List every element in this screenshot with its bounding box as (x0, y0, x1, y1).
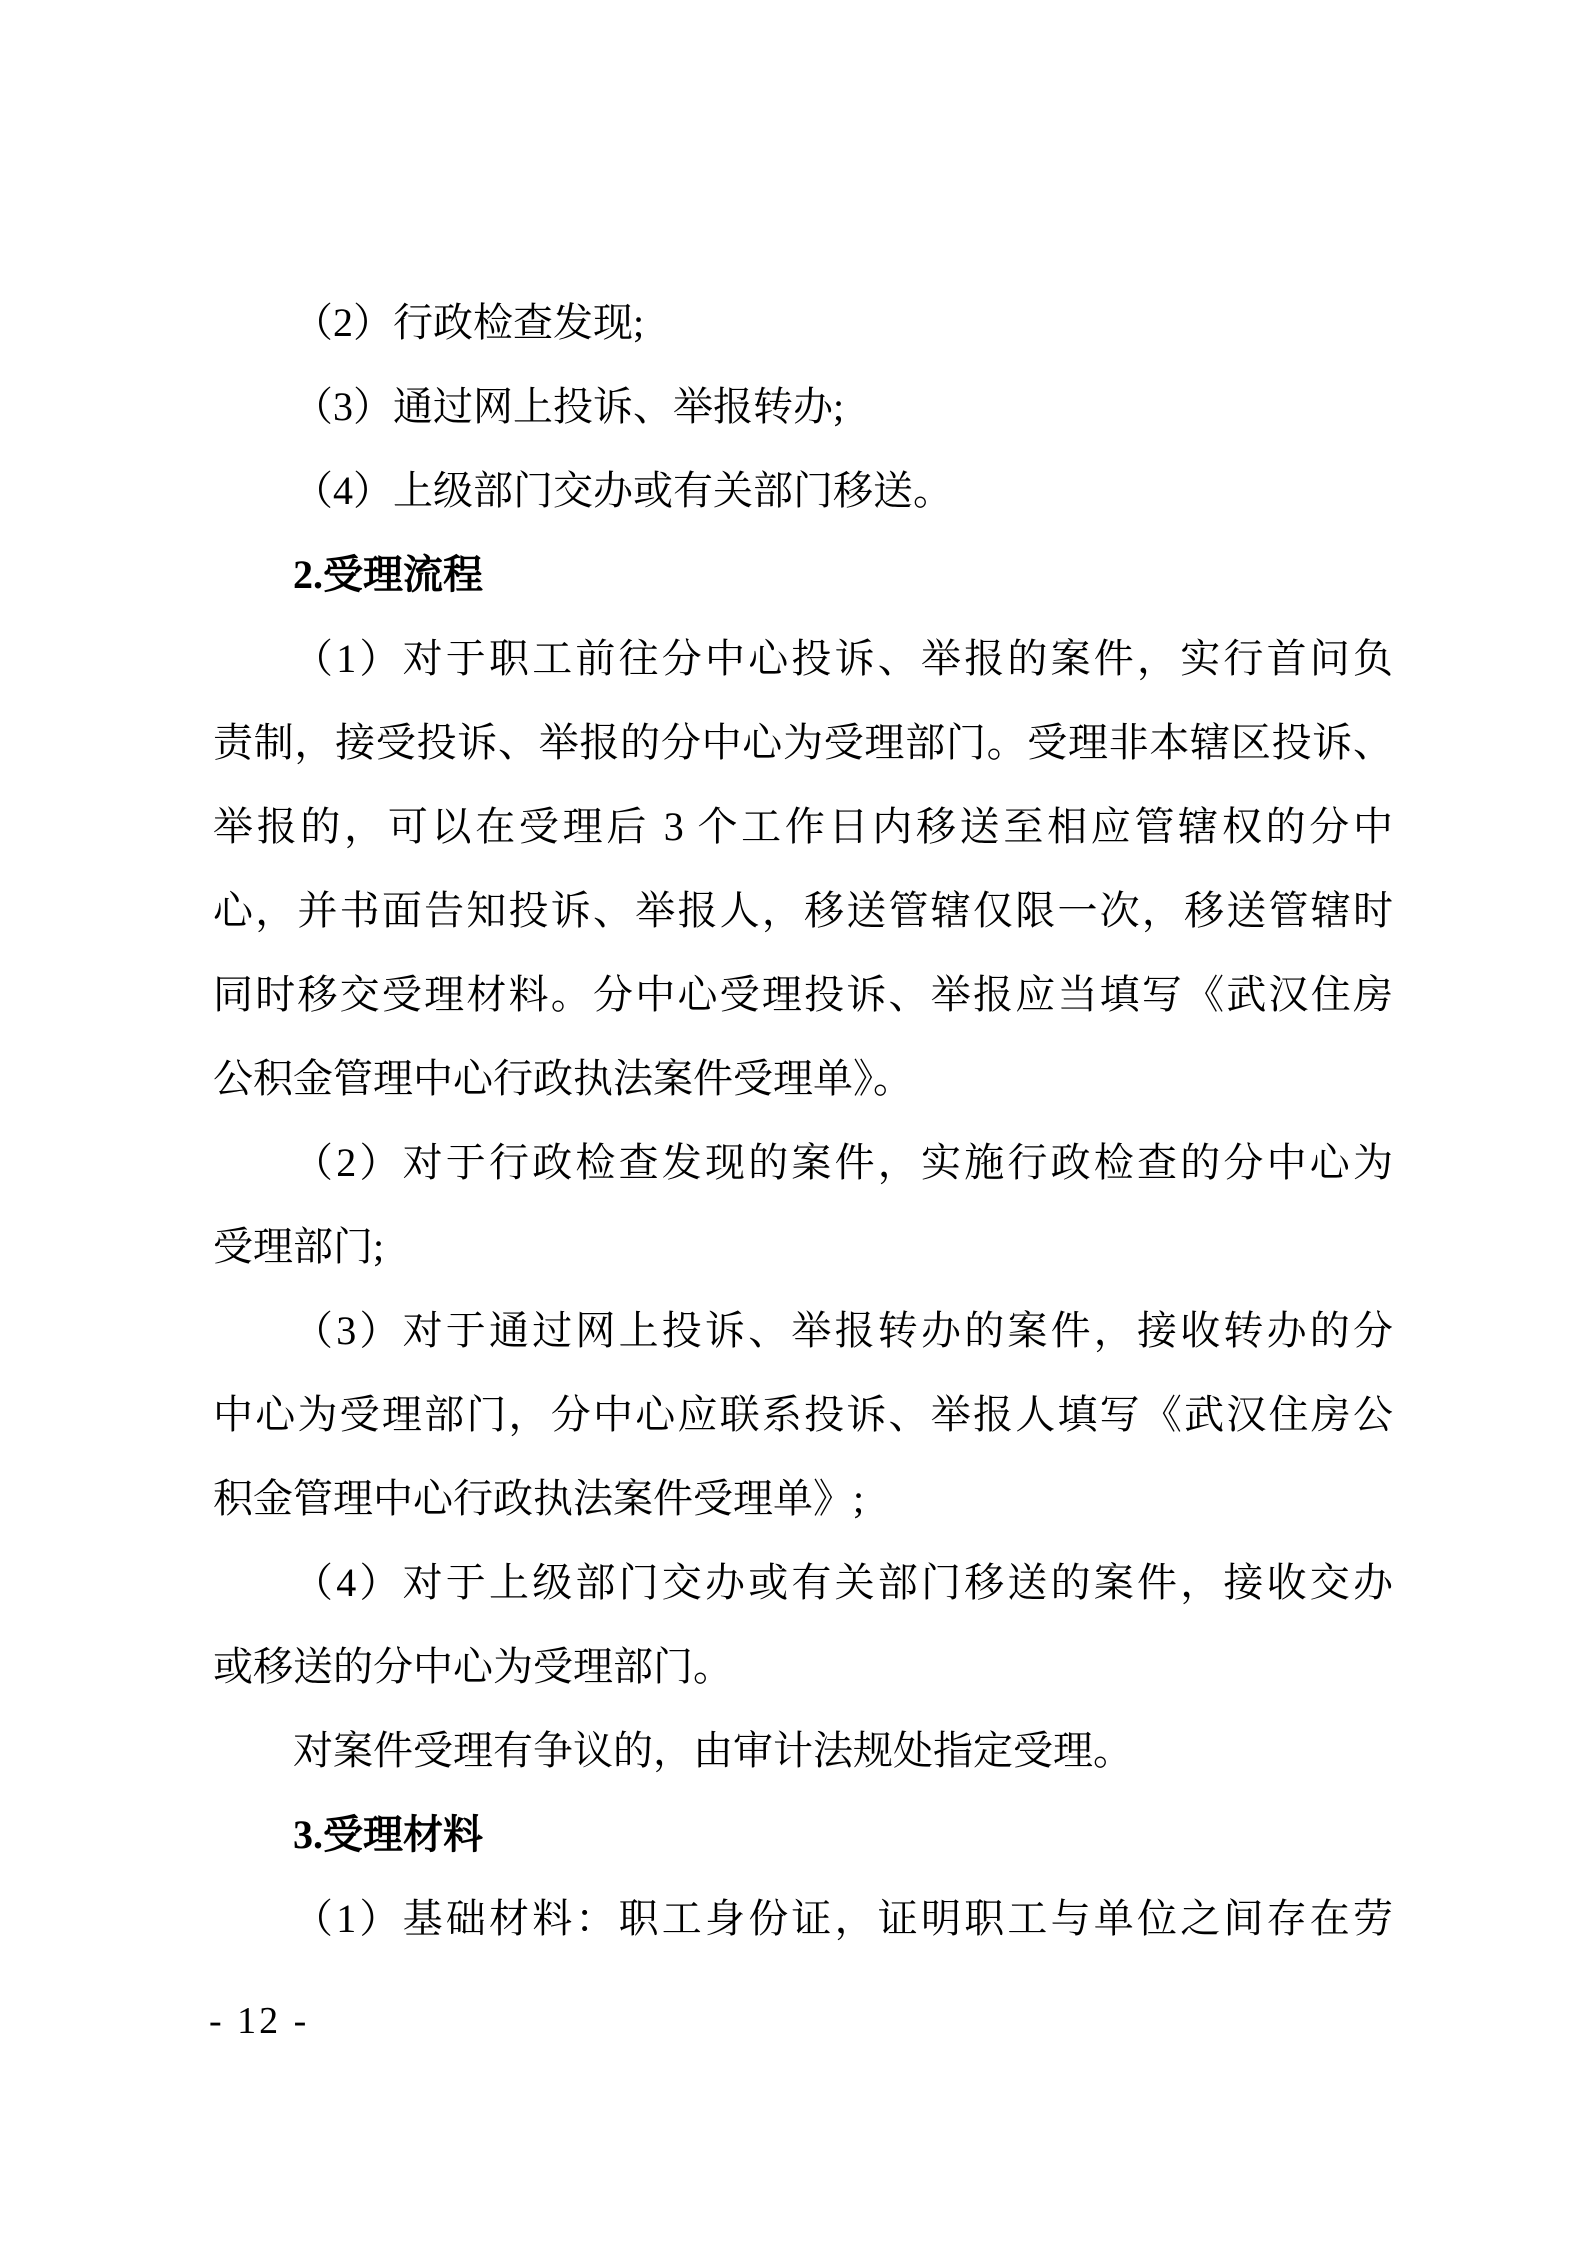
text-line: （3）通过网上投诉、举报转办; (293, 384, 845, 429)
text-line: 受理部门; (213, 1224, 385, 1269)
text-line: （2）对于行政检查发现的案件，实施行政检查的分中心为 (293, 1140, 1393, 1185)
text-line: （1）基础材料：职工身份证，证明职工与单位之间存在劳 (293, 1896, 1393, 1941)
text-line: 公积金管理中心行政执法案件受理单》。 (213, 1056, 913, 1101)
text-line: 积金管理中心行政执法案件受理单》; (213, 1476, 865, 1521)
text-line: （4）上级部门交办或有关部门移送。 (293, 468, 953, 513)
text-line: （1）对于职工前往分中心投诉、举报的案件，实行首问负 (293, 636, 1393, 681)
text-line: （2）行政检查发现; (293, 300, 645, 345)
text-line: 或移送的分中心为受理部门。 (213, 1644, 733, 1689)
text-line: 心，并书面告知投诉、举报人，移送管辖仅限一次，移送管辖时 (213, 888, 1393, 933)
section-heading: 2.受理流程 (293, 552, 483, 597)
text-line: 举报的，可以在受理后 3 个工作日内移送至相应管辖权的分中 (213, 804, 1393, 849)
text-line: 同时移交受理材料。分中心受理投诉、举报应当填写《武汉住房 (213, 972, 1393, 1017)
document-body (213, 281, 1393, 1961)
text-line: 中心为受理部门，分中心应联系投诉、举报人填写《武汉住房公 (213, 1392, 1393, 1437)
section-heading: 3.受理材料 (293, 1812, 483, 1857)
page-number: - 12 - (209, 2000, 310, 2042)
text-line: （4）对于上级部门交办或有关部门移送的案件，接收交办 (293, 1560, 1393, 1605)
text-line: 责制，接受投诉、举报的分中心为受理部门。受理非本辖区投诉、 (213, 720, 1393, 765)
text-line: 对案件受理有争议的，由审计法规处指定受理。 (293, 1728, 1133, 1773)
text-line: （3）对于通过网上投诉、举报转办的案件，接收转办的分 (293, 1308, 1393, 1353)
